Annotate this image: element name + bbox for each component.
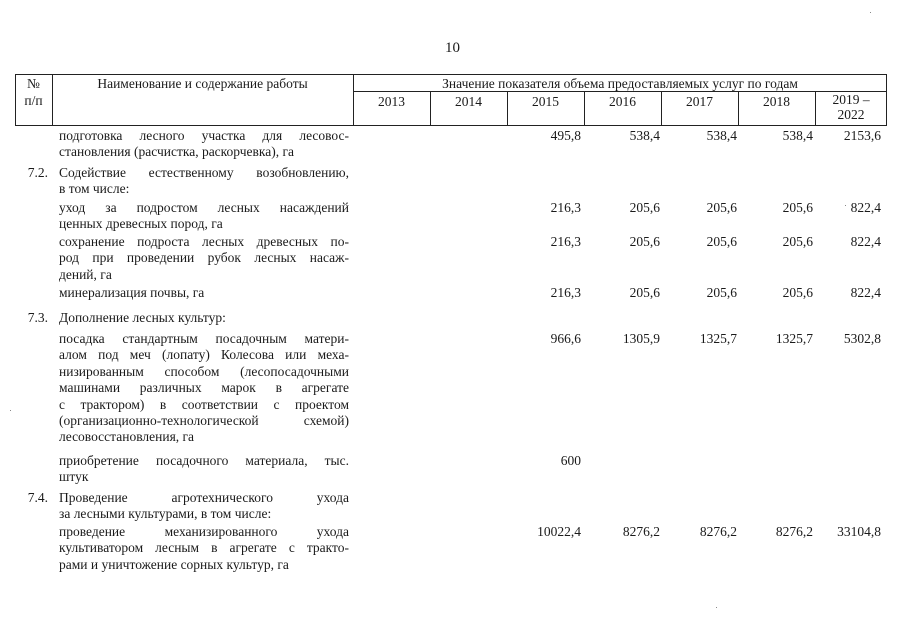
row-value: 538,4	[706, 128, 737, 143]
header-name: Наименование и содержание работы	[97, 76, 308, 91]
row-name-line: ценных древесных пород, га	[59, 216, 223, 232]
scan-speck	[716, 607, 717, 608]
header-year: 2017	[686, 94, 713, 109]
row-value: 205,6	[629, 234, 660, 249]
row-name-line: алом под меч (лопату) Колесова или меха-	[59, 347, 349, 363]
row-name-line: посадка стандартным посадочным матери-	[59, 331, 349, 346]
row-value: 966,6	[550, 331, 581, 346]
scan-speck	[10, 410, 11, 411]
row-value: 1325,7	[775, 331, 813, 346]
header-year: 2015	[532, 94, 559, 109]
row-name-line: сохранение подроста лесных древесных по-	[59, 234, 349, 249]
row-name-line: с трактором) в соответствии с проектом	[59, 396, 349, 412]
row-value: 822,4	[850, 200, 881, 215]
row-name-line: минерализация почвы, га	[59, 285, 205, 300]
page-number: 10	[445, 40, 460, 56]
header-num-2: п/п	[24, 93, 43, 108]
row-name-line: культиватором лесным в агрегате с тракто-	[59, 540, 349, 556]
row-value: 538,4	[782, 128, 813, 143]
header-year: 2014	[455, 94, 482, 109]
row-value: 2153,6	[843, 128, 881, 143]
row-name-line: уход за подростом лесных насаждений	[59, 200, 349, 215]
row-value: 205,6	[706, 285, 737, 300]
header-year: 2016	[609, 94, 636, 109]
row-name-line: рами и уничтожение сорных культур, га	[59, 556, 289, 572]
row-name-line: за лесными культурами, в том числе:	[59, 506, 272, 522]
row-value: 205,6	[706, 234, 737, 249]
row-number: 7.2.	[27, 165, 48, 180]
header-year: 2018	[763, 94, 790, 109]
header-value: Значение показателя объема предоставляемых услуг по годам	[442, 76, 798, 91]
row-value: 538,4	[629, 128, 660, 143]
row-value: 216,3	[550, 234, 581, 249]
row-name-line: в том числе:	[59, 181, 130, 197]
row-name-line: низированным способом (лесопосадочными	[59, 363, 349, 379]
row-value: 205,6	[706, 200, 737, 215]
row-value: 8276,2	[775, 524, 813, 539]
row-value: 8276,2	[622, 524, 660, 539]
row-name-line: проведение механизированного ухода	[59, 524, 349, 539]
table-header	[15, 74, 887, 126]
header-year: 2013	[378, 94, 405, 109]
row-value: 10022,4	[537, 524, 581, 539]
row-value: 216,3	[550, 285, 581, 300]
row-value: 822,4	[850, 285, 881, 300]
header-year: 2019 – 2022	[832, 92, 870, 122]
row-name-line: Дополнение лесных культур:	[59, 310, 226, 325]
row-value: 205,6	[629, 200, 660, 215]
row-value: 205,6	[782, 285, 813, 300]
row-value: 33104,8	[837, 524, 881, 539]
row-value: 8276,2	[699, 524, 737, 539]
row-value: 5302,8	[843, 331, 881, 346]
row-name-line: род при проведении рубок лесных насаж-	[59, 250, 349, 266]
row-value: 205,6	[782, 200, 813, 215]
row-name-line: Проведение агротехнического ухода	[59, 490, 349, 505]
row-name-line: становления (расчистка, раскорчевка), га	[59, 144, 294, 160]
scan-speck	[845, 205, 846, 206]
row-number: 7.4.	[27, 490, 48, 505]
row-name-line: подготовка лесного участка для лесовос-	[59, 128, 349, 143]
row-name-line: машинами различных марок в агрегате	[59, 380, 349, 396]
row-value: 1325,7	[699, 331, 737, 346]
row-name-line: (организационно-технологической схемой)	[59, 413, 349, 428]
row-value: 495,8	[550, 128, 581, 143]
row-name-line: штук	[59, 469, 89, 485]
row-value: 600	[560, 453, 581, 468]
row-value: 205,6	[782, 234, 813, 249]
row-name-line: Содействие естественному возобновлению,	[59, 165, 349, 180]
row-name-line: лесовосстановления, га	[59, 429, 195, 445]
header-num-1: №	[27, 76, 40, 91]
row-value: 205,6	[629, 285, 660, 300]
row-name-line: дений, га	[59, 266, 112, 282]
row-number: 7.3.	[27, 310, 48, 325]
row-value: 1305,9	[622, 331, 660, 346]
row-value: 216,3	[550, 200, 581, 215]
row-name-line: приобретение посадочного материала, тыс.	[59, 453, 349, 468]
row-value: 822,4	[850, 234, 881, 249]
scan-speck	[870, 12, 871, 13]
